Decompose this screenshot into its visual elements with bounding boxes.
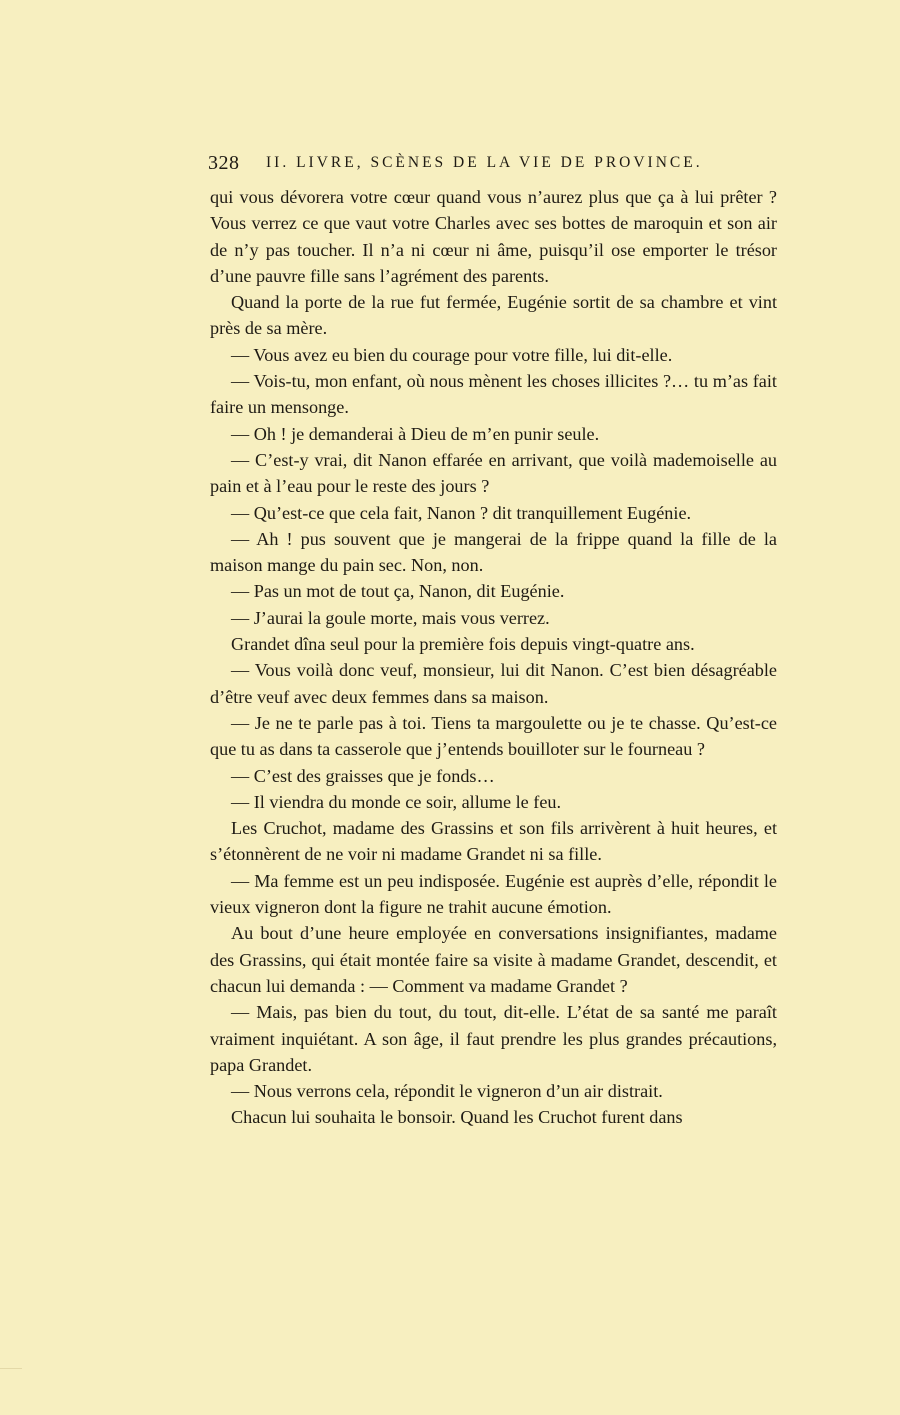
paragraph: qui vous dévorera votre cœur quand vous n’aurez plus que ça à lui prêter ? Vous verrez ce que vaut votre Charles avec ses bottes de maroquin et son air de n’y pas toucher. Il n’a ni cœur ni âme, puisqu’il ose emporter le trésor d’une pauvre fille sans l’agrément des parents. [210,187,777,286]
paragraph: — Pas un mot de tout ça, Nanon, dit Eugénie. [231,581,565,602]
paragraph: Au bout d’une heure employée en conversations insignifiantes, madame des Grassins, qui était montée faire sa visite à madame Grandet, descendit, et chacun lui demanda : — Comment va madame Grandet ? [210,923,777,996]
paragraph: — Je ne te parle pas à toi. Tiens ta margoulette ou je te chasse. Qu’est-ce que tu as dans ta casserole que j’entends bouilloter sur le fourneau ? [210,712,777,760]
page-edge-mark [0,1368,22,1369]
page-number: 328 [208,152,240,174]
running-title: II. LIVRE, SCÈNES DE LA VIE DE PROVINCE. [266,154,703,171]
paragraph: — C’est des graisses que je fonds… [231,765,495,786]
running-head [208,152,778,182]
paragraph: — Qu’est-ce que cela fait, Nanon ? dit tranquillement Eugénie. [231,502,692,523]
body-text [210,184,777,1131]
paragraph: — J’aurai la goule morte, mais vous verrez. [231,607,550,628]
paragraph: — Il viendra du monde ce soir, allume le feu. [231,791,562,812]
paragraph: Quand la porte de la rue fut fermée, Eugénie sortit de sa chambre et vint près de sa mère. [210,292,777,339]
paragraph: — Mais, pas bien du tout, du tout, dit-elle. L’état de sa santé me paraît vraiment inquiétant. A son âge, il faut prendre les plus grandes précautions, papa Grandet. [210,1002,777,1075]
paragraph: — C’est-y vrai, dit Nanon effarée en arrivant, que voilà mademoiselle au pain et à l’eau pour le reste des jours ? [210,449,777,497]
paragraph: — Oh ! je demanderai à Dieu de m’en punir seule. [231,423,600,444]
paragraph: — Vois-tu, mon enfant, où nous mènent les choses illicites ?… tu m’as fait faire un mensonge. [210,371,777,418]
paragraph: — Ma femme est un peu indisposée. Eugénie est auprès d’elle, répondit le vieux vigneron dont la figure ne trahit aucune émotion. [210,870,777,918]
paragraph: Chacun lui souhaita le bonsoir. Quand les Cruchot furent dans [231,1107,683,1128]
paragraph: — Vous avez eu bien du courage pour votre fille, lui dit-elle. [231,344,673,365]
paragraph: Grandet dîna seul pour la première fois depuis vingt-quatre ans. [231,634,695,655]
paragraph: Les Cruchot, madame des Grassins et son fils arrivèrent à huit heures, et s’étonnèrent de ne voir ni madame Grandet ni sa fille. [210,818,777,865]
paragraph: — Ah ! pus souvent que je mangerai de la frippe quand la fille de la maison mange du pain sec. Non, non. [210,528,777,576]
paragraph: — Nous verrons cela, répondit le vigneron d’un air distrait. [231,1081,663,1102]
paragraph: — Vous voilà donc veuf, monsieur, lui dit Nanon. C’est bien désagréable d’être veuf avec deux femmes dans sa maison. [210,660,777,707]
